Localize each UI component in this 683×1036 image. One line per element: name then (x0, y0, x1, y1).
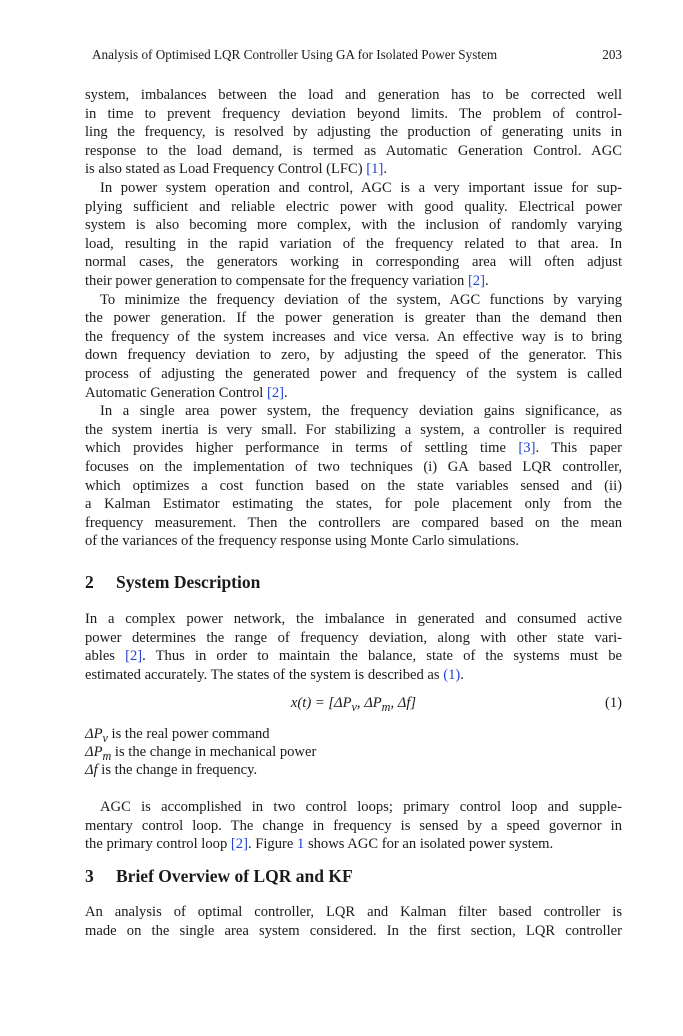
text-segment: In power system operation and control, AGC is a very important issue for sup- (100, 180, 622, 196)
text-line (85, 903, 622, 922)
text-segment: AGC is accomplished in two control loops; primary control loop and supple- (100, 799, 622, 815)
text-segment: load, resulting in the rapid variation of the frequency related to that area. In (85, 235, 622, 252)
text-segment: In a single area power system, the frequency deviation gains significance, as (100, 403, 622, 420)
definition-item: $\Delta P_v$ is the real power command (85, 726, 270, 745)
text-segment: their power generation to compensate for the frequency variation (85, 272, 468, 289)
text-segment: . Figure (247, 836, 297, 853)
text-segment: which provides higher performance in terms of settling time (85, 440, 519, 457)
text-line (85, 495, 622, 514)
citation-link[interactable]: [2] (467, 272, 485, 289)
text-segment: focuses on the implementation of two techniques (i) GA based LQR controller, (85, 458, 622, 475)
citation-link[interactable]: [1] (366, 161, 384, 178)
equation-number: (1) (604, 695, 622, 711)
text-segment: Automatic Generation Control (85, 384, 267, 401)
citation-link[interactable]: (1) (443, 666, 461, 683)
text-segment: system, imbalances between the load and generation has to be corrected well (85, 87, 622, 103)
text-line (85, 610, 622, 629)
text-line (85, 216, 622, 235)
text-segment: ables (85, 648, 126, 665)
text-segment: process of adjusting the generated power and frequency of the system is called (85, 365, 622, 382)
text-line (85, 458, 622, 477)
text-segment: which optimizes a cost function based on the state variables sensed and (ii) (85, 477, 622, 494)
section-heading-lqr-kf (85, 866, 353, 887)
text-segment: . Thus in order to maintain the balance, state of the systems must be (142, 648, 622, 665)
text-segment: In a complex power network, the imbalance in generated and consumed active (85, 611, 622, 627)
text-line (85, 532, 622, 551)
section-number: 3 (85, 866, 94, 886)
text-segment: a Kalman Estimator estimating the states, for pole placement only from the (85, 496, 622, 513)
text-line (85, 235, 622, 254)
text-segment: in time to prevent frequency deviation beyond limits. The problem of control- (85, 105, 622, 122)
text-segment: power determines the range of frequency deviation, along with other state vari- (85, 629, 622, 646)
text-line (85, 402, 622, 421)
text-line (85, 817, 622, 836)
text-segment: the power generation. If the power generation is greater than the demand then (85, 310, 622, 327)
text-segment: normal cases, the generators working in corresponding area will often adjust (85, 254, 622, 271)
paragraph-single-area (85, 402, 622, 551)
section-title: Brief Overview of LQR and KF (116, 866, 353, 886)
state-variable-definitions (85, 725, 622, 780)
text-segment: response to the load demand, is termed as Automatic Generation Control. AGC (85, 142, 622, 159)
text-line (85, 798, 622, 817)
paragraph-system-description (85, 610, 622, 684)
paragraph-control-loops (85, 798, 622, 854)
text-segment: the primary control loop (85, 836, 231, 853)
text-segment: . (460, 666, 464, 683)
text-line (85, 142, 622, 161)
running-title: Analysis of Optimised LQR Controller Using GA for Isolated Power System (92, 47, 498, 62)
text-segment: is also stated as Load Frequency Control (LFC) (85, 161, 367, 178)
text-segment: of the variances of the frequency response using Monte Carlo simulations. (85, 533, 520, 550)
text-line (85, 647, 622, 666)
text-line (85, 105, 622, 124)
text-line (85, 160, 622, 179)
citation-link[interactable]: [2] (125, 648, 143, 665)
text-line (85, 439, 622, 458)
text-segment: mentary control loop. The change in frequency is sensed by a speed governor in (85, 817, 622, 834)
text-segment: . (284, 384, 288, 401)
citation-link[interactable]: [2] (230, 836, 248, 853)
text-segment: down frequency deviation to zero, by adjusting the speed of the generator. This (85, 347, 622, 364)
text-line (85, 123, 622, 142)
definition-item: $\Delta P_m$ is the change in mechanical power (85, 744, 317, 764)
text-line (85, 179, 622, 198)
paragraph-frequency-deviation (85, 291, 622, 403)
definition-item: Δf is the change in frequency. (85, 762, 258, 779)
text-segment: . (383, 161, 387, 178)
text-segment: system is also becoming more complex, with the inclusion of randomly varying (85, 217, 622, 234)
text-segment: . (484, 272, 489, 289)
text-segment: ling the frequency, is resolved by adjusting the production of generating units in (85, 124, 622, 141)
text-line (85, 272, 622, 291)
text-segment: made on the single area system considered. In the first section, LQR controller (85, 922, 622, 939)
citation-link[interactable]: [2] (266, 384, 285, 401)
equation-1 (85, 695, 622, 715)
text-line (85, 86, 622, 105)
text-segment: To minimize the frequency deviation of the system, AGC functions by varying (100, 291, 622, 308)
text-segment: the system inertia is very small. For stabilizing a system, a controller is required (85, 421, 622, 438)
text-line (85, 384, 622, 403)
text-segment: plying sufficient and reliable electric power with good quality. Electrical power (85, 198, 622, 215)
text-segment: the frequency of the system increases and vice versa. An effective way is to bring (85, 328, 622, 345)
text-line (85, 328, 622, 347)
text-line (85, 922, 622, 941)
text-line (85, 421, 622, 440)
text-segment: An analysis of optimal controller, LQR and Kalman filter based controller is (85, 904, 622, 920)
text-segment: frequency measurement. Then the controllers are compared based on the mean (85, 514, 622, 531)
text-segment: estimated accurately. The states of the system is described as (85, 666, 444, 683)
text-segment: shows AGC for an isolated power system. (304, 836, 554, 853)
text-line (85, 309, 622, 328)
paragraph-agc-intro (85, 86, 622, 179)
text-line (85, 835, 622, 854)
text-line (85, 253, 622, 272)
text-line (85, 365, 622, 384)
text-line (85, 629, 622, 648)
text-line (85, 291, 622, 310)
text-segment: . This paper (535, 440, 622, 457)
citation-link[interactable]: [3] (518, 440, 536, 457)
citation-link[interactable]: 1 (297, 836, 305, 853)
equation-formula: $x(t) = [\Delta P_v$, $\Delta P_m$, Δf] (290, 695, 417, 714)
section-heading-system-description (85, 572, 260, 593)
text-line (85, 198, 622, 217)
text-line (85, 346, 622, 365)
page-number: 203 (602, 47, 622, 62)
paragraph-lqr-overview (85, 903, 622, 940)
paragraph-power-system (85, 179, 622, 291)
text-line (85, 514, 622, 533)
section-number: 2 (85, 572, 94, 592)
text-line (85, 666, 622, 685)
section-title: System Description (116, 572, 261, 592)
text-line (85, 477, 622, 496)
